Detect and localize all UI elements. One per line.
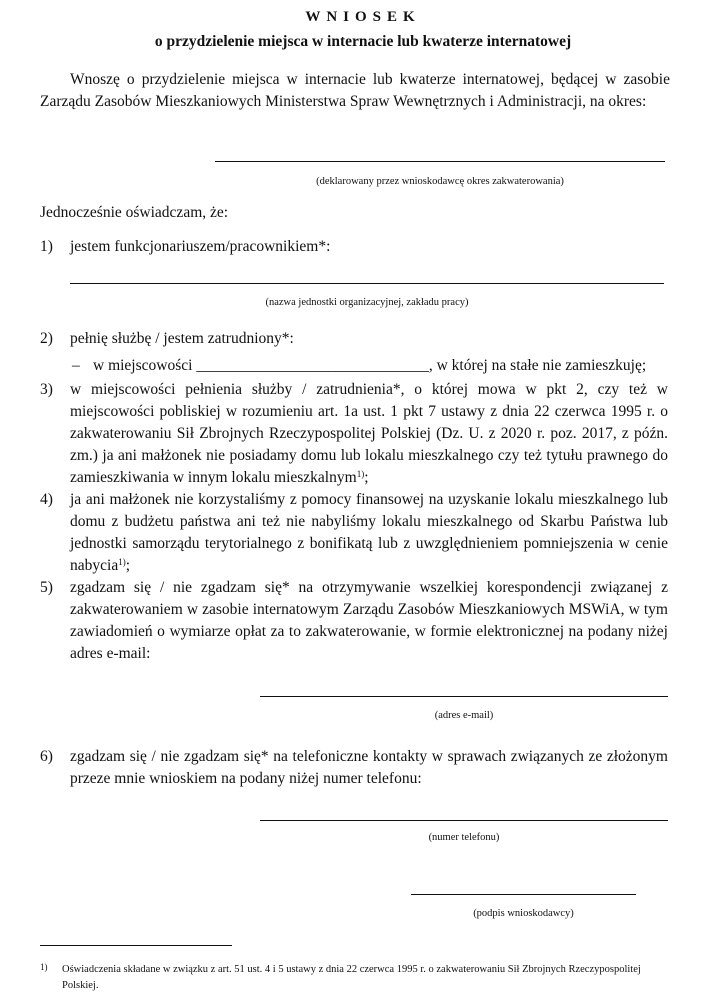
item-5-number: 5): [40, 579, 53, 596]
item-2-locality-row: [93, 355, 646, 377]
intro-paragraph: Wnoszę o przydzielenie miejsca w internacie lub kwaterze internatowej, będącej w zasobie Zarządu Zasobów Mieszkaniowych Ministerstwa Spraw Wewnętrznych i Administracji, na okres:: [40, 71, 670, 110]
item-2-locality-suffix: , w której na stałe nie zamieszkuję;: [428, 357, 647, 374]
document-subtitle: o przydzielenie miejsca w internacie lub kwaterze internatowej: [154, 33, 572, 50]
item-4-footnote-ref: 1): [118, 557, 126, 567]
item-6-number: 6): [40, 748, 53, 765]
phone-field-line[interactable]: [260, 820, 668, 821]
item-2-number: 2): [40, 330, 53, 347]
signature-line[interactable]: [411, 894, 636, 895]
item-4-paragraph: [70, 489, 668, 577]
period-field-line[interactable]: [215, 161, 665, 162]
item-4-number: 4): [40, 491, 53, 508]
item-1-number: 1): [40, 238, 53, 255]
item-3-footnote-ref: 1): [356, 469, 365, 479]
item-4-end: ;: [125, 557, 131, 574]
signature-caption: (podpis wnioskodawcy): [473, 908, 574, 919]
email-field-caption: (adres e-mail): [434, 710, 494, 721]
item-6-text: zgadzam się / nie zgadzam się* na telefoniczne kontakty w sprawach związanych ze złożonym przeze mnie wnioskiem na podany niżej numer telefonu:: [70, 748, 668, 787]
item-4-text: ja ani małżonek nie korzystaliśmy z pomocy finansowej na uzyskanie lokalu mieszkalnego lub domu z budżetu państwa ani też nie nabyliśmy lokalu mieszkalnego od Skarbu Państwa lub jednostki samorządu terytorialnego z bonifikatą lub z uwzględnieniem pomniejszenia w cenie nabycia: [70, 491, 668, 574]
item-3-text: w miejscowości pełnienia służby / zatrudnienia*, o której mowa w pkt 2, czy też w miejscowości pobliskiej w rozumieniu art. 1a ust. 1 pkt 7 ustawy z dnia 22 czerwca 1995 r. o zakwaterowaniu Sił Zbrojnych Rzeczypospolitej Polskiej (Dz. U. z 2020 r. poz. 2017, z późn. zm.) ja ani małżonek nie posiadamy domu lub lokalu mieszkalnego czy też tytułu prawnego do zamieszkiwania w innym lokalu mieszkalnym: [70, 381, 668, 486]
period-field-caption: (deklarowany przez wnioskodawcę okres zakwaterowania): [316, 176, 564, 187]
footnote-text: Oświadczenia składane w związku z art. 51 ust. 4 i 5 ustawy z dnia 22 czerwca 1995 r. o zakwaterowaniu Sił Zbrojnych Rzeczypospolitej Polskiej.: [62, 964, 641, 991]
footnote-number: 1): [40, 962, 48, 972]
item-2-text: pełnię służbę / jestem zatrudniony*:: [70, 330, 294, 347]
email-field-line[interactable]: [260, 696, 668, 697]
item-3-number: 3): [40, 381, 53, 398]
item-3-paragraph: [70, 379, 668, 489]
phone-field-caption: (numer telefonu): [428, 832, 500, 843]
item-2-locality-prefix: w miejscowości: [93, 357, 193, 374]
item-3-end: ;: [364, 469, 369, 486]
employer-field-line[interactable]: [70, 283, 664, 284]
declaration-intro: Jednocześnie oświadczam, że:: [40, 204, 229, 221]
document-title: WNIOSEK: [305, 9, 421, 25]
item-1-text: jestem funkcjonariuszem/pracownikiem*:: [70, 238, 331, 255]
item-5-text: zgadzam się / nie zgadzam się* na otrzymywanie wszelkiej korespondencji związanej z zakwaterowaniem w zasobie internatowym Zarządu Zasobów Mieszkaniowych MSWiA, w tym zawiadomień o wymiarze opłat za to zakwaterowanie, w formie elektronicznej na podany niżej adres e-mail:: [70, 579, 668, 662]
footnote-separator: [40, 945, 232, 946]
item-2-dash: –: [72, 357, 80, 374]
employer-field-caption: (nazwa jednostki organizacyjnej, zakładu pracy): [265, 297, 469, 308]
locality-field[interactable]: ______________________________: [196, 357, 429, 374]
